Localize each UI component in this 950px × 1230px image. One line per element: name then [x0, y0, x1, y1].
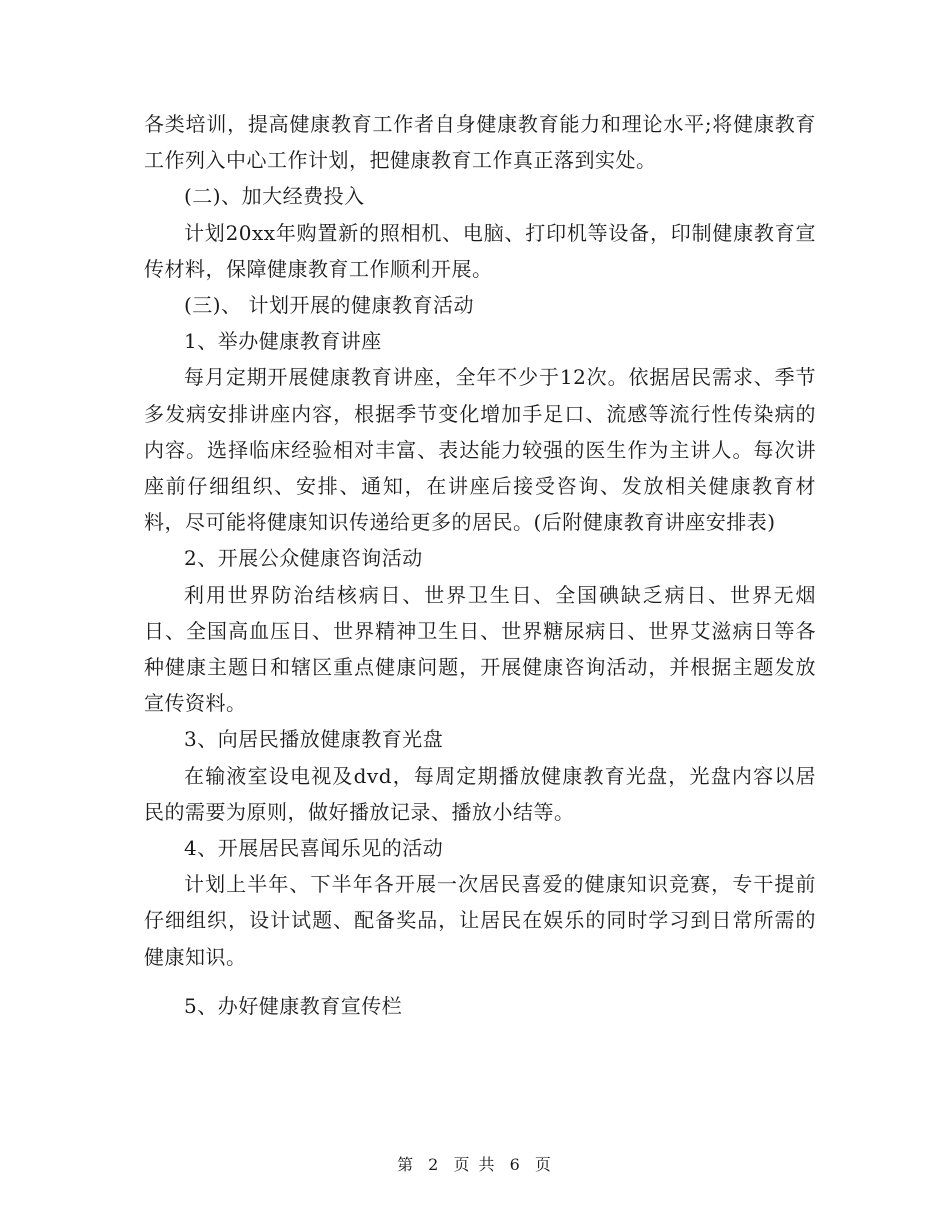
heading-video-discs: 3、向居民播放健康教育光盘	[184, 727, 444, 752]
footer-suffix: 页	[534, 1155, 553, 1174]
paragraph-funding: 计划20xx年购置新的照相机、电脑、打印机等设备，印制健康教育宣传材料，保障健康教育工作顺利开展。	[144, 220, 816, 281]
heading-funding: (二)、加大经费投入	[184, 184, 365, 209]
paragraph-consultation: 利用世界防治结核病日、世界卫生日、全国碘缺乏病日、世界无烟日、全国高血压日、世界精神卫生日、世界糖尿病日、世界艾滋病日等各种健康主题日和辖区重点健康问题，开展健康咨询活动，并根据主题发放宣传资料。	[144, 582, 816, 716]
paragraph-lectures: 每月定期开展健康教育讲座，全年不少于12次。依据居民需求、季节多发病安排讲座内容，根据季节变化增加手足口、流感等流行性传染病的内容。选择临床经验相对丰富、表达能力较强的医生作为主讲人。每次讲座前仔细组织、安排、通知，在讲座后接受咨询、发放相关健康教育材料，尽可能将健康知识传递给更多的居民。(后附健康教育讲座安排表)	[144, 365, 816, 535]
heading-bulletin-board: 5、办好健康教育宣传栏	[184, 993, 403, 1018]
heading-lectures: 1、举办健康教育讲座	[184, 329, 382, 354]
paragraph-video-discs: 在输液室设电视及dvd，每周定期播放健康教育光盘，光盘内容以居民的需要为原则，做好播放记录、播放小结等。	[144, 763, 816, 824]
document-body	[144, 106, 816, 1024]
page-footer	[0, 1152, 950, 1175]
heading-activities: (三)、 计划开展的健康教育活动	[184, 293, 474, 318]
heading-popular-activities: 4、开展居民喜闻乐见的活动	[184, 836, 444, 861]
footer-prefix: 第	[397, 1155, 416, 1174]
footer-current-page: 2	[428, 1155, 441, 1174]
footer-total-pages: 6	[509, 1155, 522, 1174]
paragraph-training: 各类培训，提高健康教育工作者自身健康教育能力和理论水平;将健康教育工作列入中心工作计划，把健康教育工作真正落到实处。	[144, 112, 816, 173]
paragraph-popular-activities: 计划上半年、下半年各开展一次居民喜爱的健康知识竞赛，专干提前仔细组织，设计试题、配备奖品，让居民在娱乐的同时学习到日常所需的健康知识。	[144, 872, 816, 969]
heading-consultation: 2、开展公众健康咨询活动	[184, 546, 423, 571]
footer-middle: 页 共	[453, 1155, 497, 1174]
